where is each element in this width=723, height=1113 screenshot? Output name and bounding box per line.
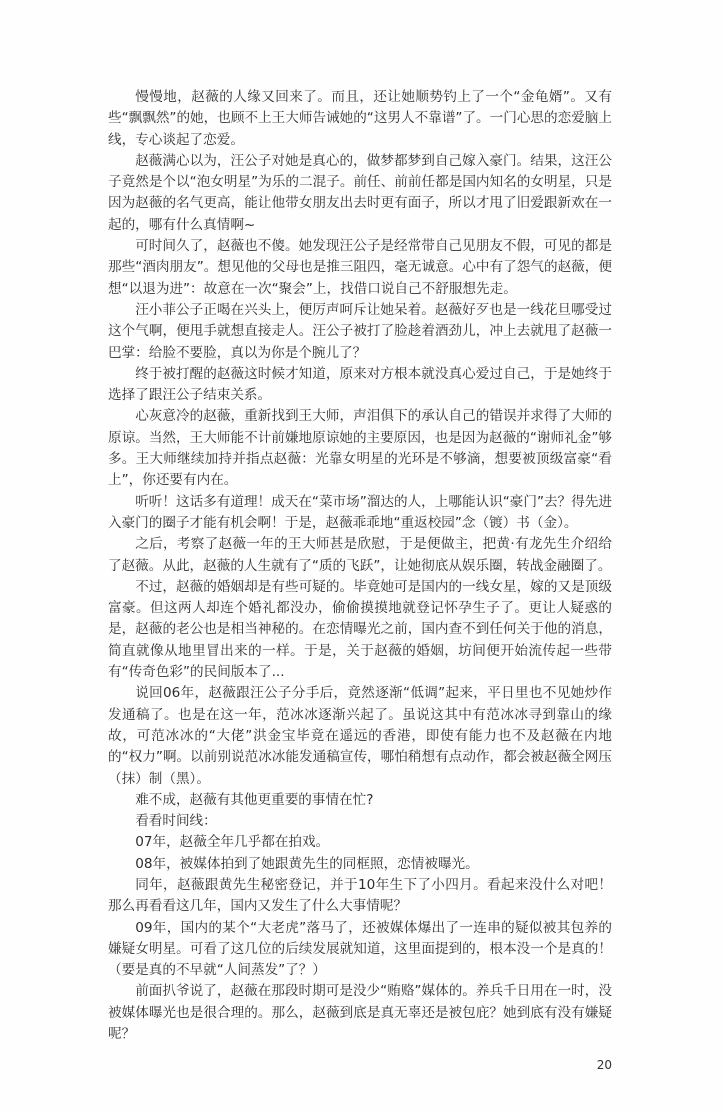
paragraph: 汪小菲公子正喝在兴头上，便厉声呵斥让她呆着。赵薇好歹也是一线花旦哪受过这个气啊，便甩手就想直接走人。汪公子被打了脸趁着酒劲儿，冲上去就甩了赵薇一巴掌：给脸不要脸，真以为你是个腕儿了？ <box>108 301 612 361</box>
paragraph: 慢慢地，赵薇的人缘又回来了。而且，还让她顺势钓上了一个“金龟婿”。又有些“飘飘然”的她，也顾不上王大师告诫她的“这男人不靠谱”了。一门心思的恋爱脑上线，专心谈起了恋爱。 <box>108 89 612 148</box>
page-column <box>108 87 612 1073</box>
paragraph: 听听！这话多有道理！成天在“菜市场”溜达的人，上哪能认识“豪门”去？得先进入豪门的圈子才能有机会啊！于是，赵薇乖乖地“重返校园”念（镀）书（金）。 <box>108 493 612 531</box>
paragraph: 心灰意冷的赵薇，重新找到王大师，声泪俱下的承认自己的错误并求得了大师的原谅。当然，王大师能不计前嫌地原谅她的主要原因，也是因为赵薇的“谢师礼金”够多。王大师继续加持并指点赵薇：光靠女明星的光环是不够滴，想要被顶级富豪“看上”，你还要有内在。 <box>108 408 612 489</box>
paragraph: 赵薇满心以为，汪公子对她是真心的，做梦都梦到自己嫁入豪门。结果，这汪公子竟然是个以“泡女明星”为乐的二混子。前任、前前任都是国内知名的女明星，只是因为赵薇的名气更高，能让他带女朋友出去时更有面子，所以才甩了旧爱跟新欢在一起的，哪有什么真情啊~ <box>108 152 612 233</box>
paragraph: 难不成，赵薇有其他更重要的事情在忙? <box>135 791 374 808</box>
page-number: 20 <box>596 1058 612 1073</box>
paragraph: 之后，考察了赵薇一年的王大师甚是欣慰，于是便做主，把黄·有龙先生介绍给了赵薇。从此，赵薇的人生就有了“质的飞跃”，让她彻底从娱乐圈，转战金融圈了。 <box>108 536 612 574</box>
paragraph: 前面扒爷说了，赵薇在那段时期可是没少“贿赂”媒体的。养兵千日用在一时，没被媒体曝光也是很合理的。那么，赵薇到底是真无辜还是被包庇？她到底有没有嫌疑呢？ <box>108 983 612 1043</box>
paragraph: 终于被打醒的赵薇这时候才知道，原来对方根本就没真心爱过自己，于是她终于选择了跟汪公子结束关系。 <box>108 365 612 404</box>
paragraph: 可时间久了，赵薇也不傻。她发现汪公子是经常带自己见朋友不假，可见的都是那些“酒肉朋友”。想见他的父母也是推三阻四，毫无诚意。心中有了怨气的赵薇，便想“以退为进”：故意在一次“聚会”上，找借口说自己不舒服想先走。 <box>108 238 612 297</box>
body-text <box>108 87 612 1045</box>
paragraph: 不过，赵薇的婚姻却是有些可疑的。毕竟她可是国内的一线女星，嫁的又是顶级富豪。但这两人却连个婚礼都没办，偷偷摸摸地就登记怀孕生子了。更让人疑惑的是，赵薇的老公也是相当神秘的。在恋情曝光之前，国内查不到任何关于他的消息，简直就像从地里冒出来的一样。于是，关于赵薇的婚姻，坊间便开始流传起一些带有“传奇色彩”的民间版本了... <box>108 578 612 681</box>
paragraph: 08年，被媒体拍到了她跟黄先生的同框照，恋情被曝光。 <box>135 855 479 872</box>
paragraph: 同年，赵薇跟黄先生秘密登记，并于10年生下了小四月。看起来没什么对吧！那么再看看这几年，国内又发生了什么大事情呢？ <box>108 876 612 915</box>
paragraph: 说回06年，赵薇跟汪公子分手后，竟然逐渐“低调”起来，平日里也不见她炒作发通稿了。也是在这一年，范冰冰逐渐兴起了。虽说这其中有范冰冰寻到靠山的缘故，可范冰冰的“大佬”洪金宝毕竟在遥远的香港，即使有能力也不及赵薇在内地的“权力”啊。以前别说范冰冰能发通稿宣传，哪怕稍想有点动作，都会被赵薇全网压（抹）制（黑）。 <box>108 685 612 787</box>
paragraph: 看看时间线： <box>135 813 217 830</box>
paragraph: 07年，赵薇全年几乎都在拍戏。 <box>135 834 330 851</box>
paragraph: 09年，国内的某个“大老虎”落马了，还被媒体爆出了一连串的疑似被其包养的嫌疑女明星。可看了这几位的后续发展就知道，这里面提到的，根本没一个是真的！（要是真的不早就“人间蒸发”了？） <box>108 919 612 979</box>
